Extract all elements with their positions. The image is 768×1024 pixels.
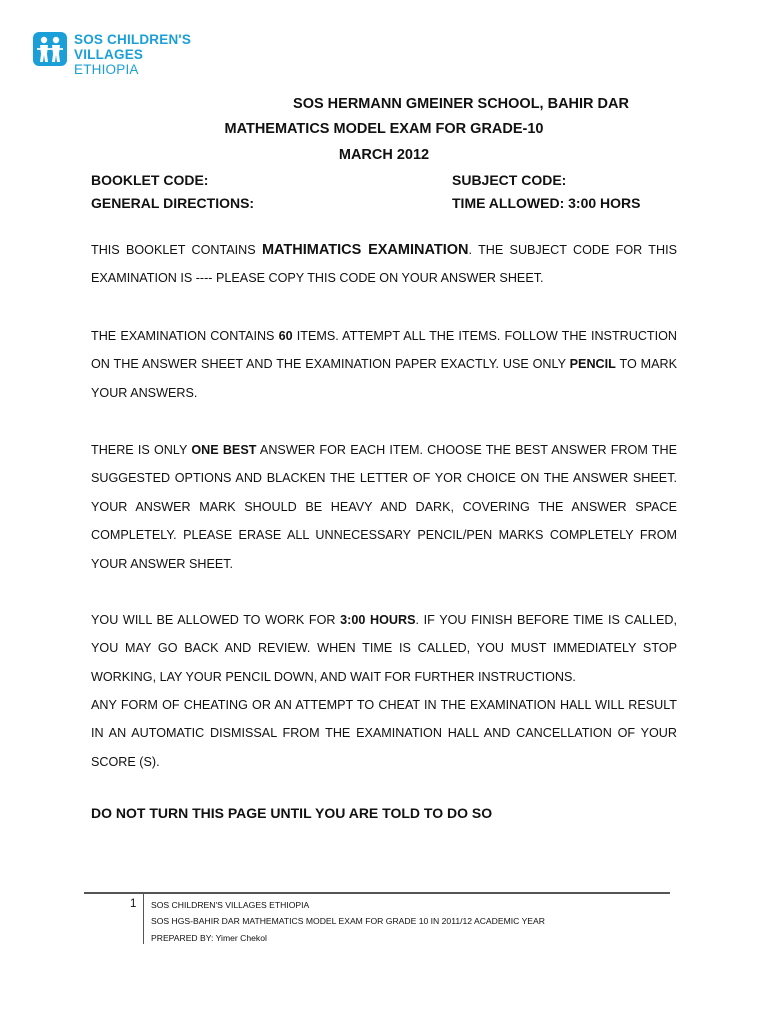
booklet-code-label: BOOKLET CODE:	[91, 172, 209, 188]
footer-line-3: PREPARED BY: Yimer Chekol	[151, 932, 267, 943]
p4-text-c: . IF YOU FINISH BEFORE TIME IS CALLED, YOU MAY GO BACK AND REVIEW. WHEN TIME IS CALLED, YOU MUST IMMEDIATELY STOP WORKING, LAY YOUR PENCIL DOWN, AND WAIT FOR FURTHER INSTRUCTIONS.	[91, 613, 677, 684]
p2-text-e: TO MARK YOUR ANSWERS.	[91, 357, 677, 400]
logo-line-3: ETHIOPIA	[74, 62, 139, 77]
sos-children-icon	[33, 32, 67, 66]
exam-title: MATHEMATICS MODEL EXAM FOR GRADE-10	[224, 121, 544, 137]
p3-text-c: ANSWER FOR EACH ITEM. CHOOSE THE BEST ANSWER FROM THE SUGGESTED OPTIONS AND BLACKEN THE LETTER OF YOR CHOICE ON THE ANSWER SHEET. YOUR ANSWER MARK SHOULD BE HEAVY AND DARK, COVERING THE ANSWER SPACE COMPLETELY. PLEASE ERASE ALL UNNECESSARY PENCIL/PEN MARKS COMPLETELY FROM YOUR ANSWER SHEET.	[91, 443, 677, 571]
p3-one-best-bold: ONE BEST	[191, 443, 257, 457]
p4-text-a: YOU WILL BE ALLOWED TO WORK FOR	[91, 613, 341, 627]
logo-line-2: VILLAGES	[74, 47, 144, 62]
directions-row	[91, 195, 681, 211]
paragraph-booklet	[91, 236, 677, 293]
footer-vertical-divider	[143, 893, 144, 944]
p1-subject-bold: MATHIMATICS EXAMINATION	[261, 242, 469, 258]
page-number: 1	[130, 898, 137, 910]
subject-code-label: SUBJECT CODE:	[452, 172, 567, 188]
p1-text-a: THIS BOOKLET CONTAINS	[91, 243, 262, 257]
footer-line-1: SOS CHILDREN'S VILLAGES ETHIOPIA	[151, 900, 310, 910]
do-not-turn-notice: DO NOT TURN THIS PAGE UNTIL YOU ARE TOLD TO DO SO	[91, 805, 493, 821]
exam-date: MARCH 2012	[338, 147, 430, 163]
p4-hours-bold: 3:00 HOURS	[340, 613, 416, 627]
school-title: SOS HERMANN GMEINER SCHOOL, BAHIR DAR	[293, 96, 629, 112]
time-allowed-label: TIME ALLOWED: 3:00 HORS	[452, 195, 641, 211]
p1-text-c: . THE SUBJECT CODE FOR THIS EXAMINATION IS ---- PLEASE COPY THIS CODE ON YOUR ANSWER SHEET.	[91, 243, 677, 286]
paragraph-answer	[91, 436, 677, 578]
paragraph-items	[91, 322, 677, 407]
paragraph-time	[91, 606, 677, 691]
footer-divider	[84, 892, 670, 894]
p2-text-c: ITEMS. ATTEMPT ALL THE ITEMS. FOLLOW THE INSTRUCTION ON THE ANSWER SHEET AND THE EXAMINATION PAPER EXACTLY. USE ONLY	[91, 329, 678, 372]
footer-text	[151, 897, 545, 946]
code-row	[91, 172, 681, 188]
sos-logo	[33, 32, 191, 77]
general-directions-label: GENERAL DIRECTIONS:	[91, 195, 255, 211]
paragraph-cheating: ANY FORM OF CHEATING OR AN ATTEMPT TO CHEAT IN THE EXAMINATION HALL WILL RESULT IN AN AUTOMATIC DISMISSAL FROM THE EXAMINATION HALL AND CANCELLATION OF YOUR SCORE (S).	[91, 698, 677, 769]
p2-count-bold: 60	[278, 329, 293, 343]
p3-text-a: THERE IS ONLY	[91, 443, 192, 457]
p2-pencil-bold: PENCIL	[569, 357, 616, 372]
p2-text-a: THE EXAMINATION CONTAINS	[91, 329, 279, 343]
logo-line-1: SOS CHILDREN'S	[74, 32, 192, 47]
footer-line-2: SOS HGS-BAHIR DAR MATHEMATICS MODEL EXAM FOR GRADE 10 IN 2011/12 ACADEMIC YEAR	[151, 916, 545, 927]
